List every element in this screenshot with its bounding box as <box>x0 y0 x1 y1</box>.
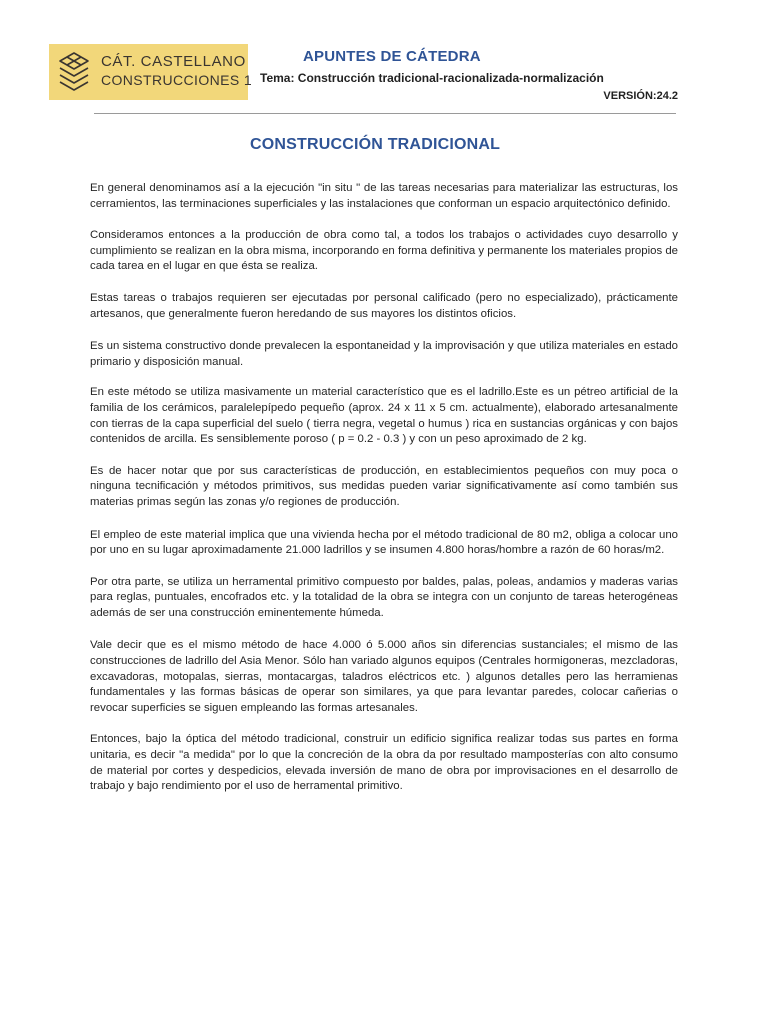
paragraph: Entonces, bajo la óptica del método tradicional, construir un edificio significa realizar todas sus partes en forma unitaria, es decir "a medida" por lo que la concreción de la obra da por resultado mamposterías con alto consumo de material por cortes y despedicios, elevada inversión de mano de obra por improvisaciones en el desarrollo de trabajo y bajo rendimiento por el uso de herramental primitivo. <box>90 733 678 793</box>
paragraph: Es de hacer notar que por sus características de producción, en establecimientos pequeños con muy poca o ninguna tecnificación y métodos primitivos, sus medidas pueden variar significativamente así como también sus materias primas según las zonas y/o regiones de producción. <box>90 464 678 508</box>
logo-title: CÁT. CASTELLANO <box>101 53 246 70</box>
header-version: VERSIÓN:24.2 <box>603 90 678 102</box>
paragraph: Consideramos entonces a la producción de obra como tal, a todos los trabajos o actividades cuyo desarrollo y cumplimiento se realizan en la obra misma, incorporando en forma definitiva y permanente los materiales propios de cada tarea en el lugar en que ésta se realiza. <box>90 229 678 273</box>
header-topic: Tema: Construcción tradicional-racionalizada-normalización <box>260 71 604 85</box>
logo <box>49 44 253 100</box>
paragraph: En general denominamos así a la ejecución "in situ " de las tareas necesarias para materializar las estructuras, los cerramientos, las terminaciones superficiales y las instalaciones que conforman un espacio arquitectónico definido. <box>90 182 678 210</box>
document-body <box>90 181 678 808</box>
stacked-layers-icon <box>57 50 91 94</box>
paragraph: El empleo de este material implica que una vivienda hecha por el método tradicional de 80 m2, obliga a colocar uno por uno en su lugar aproximadamente 21.000 ladrillos y se insumen 4.800 horas/hombre a razón de 60 horas/m2. <box>90 528 678 557</box>
logo-subtitle: CONSTRUCCIONES 1 <box>101 72 253 88</box>
header-title: APUNTES DE CÁTEDRA <box>303 48 481 65</box>
paragraph: En este método se utiliza masivamente un material característico que es el ladrillo.Este es un pétreo artificial de la familia de los cerámicos, paralelepípedo pequeño (aprox. 24 x 11 x 5 cm. actualmente), elaborado artesanalmente con tierras de la capa superficial del suelo ( tierra negra, vegetal o humus ) rica en sustancias orgánicas y con bajos contenidos de arcilla. Es sensiblemente poroso ( p = 0.2 - 0.3 ) y con un peso aproximado de 2 kg. <box>90 386 678 446</box>
paragraph: Estas tareas o trabajos requieren ser ejecutadas por personal calificado (pero no especializado), prácticamente artesanos, que generalmente fueron heredando de sus mayores los distintos oficios. <box>90 291 678 320</box>
paragraph: Por otra parte, se utiliza un herramental primitivo compuesto por baldes, palas, poleas, andamios y maderas varias para reglas, puntuales, encofrados etc. y la totalidad de la obra se integra con un conjunto de tareas heterogéneas además de ser una construcción eminentemente húmeda. <box>90 575 678 619</box>
header-divider <box>94 113 676 114</box>
paragraph: Vale decir que es el mismo método de hace 4.000 ó 5.000 años sin diferencias sustanciales; el mismo de las construcciones de ladrillo del Asia Menor. Sólo han variado algunos equipos (Centrales hormigoneras, mezcladoras, excavadoras, motopalas, sierras, montacargas, taladros eléctricos etc. ) algunos detalles pero las herramienas fundamentales y las formas básicas de operar son similares, ya que para levantar paredes, colocar cañerias o revocar superficies se siguen empleando las formas artesanales. <box>90 639 678 714</box>
document-title: CONSTRUCCIÓN TRADICIONAL <box>250 136 501 153</box>
paragraph: Es un sistema constructivo donde prevalecen la espontaneidad y la improvisación y que utiliza materiales en estado primario y disposición manual. <box>90 340 678 368</box>
